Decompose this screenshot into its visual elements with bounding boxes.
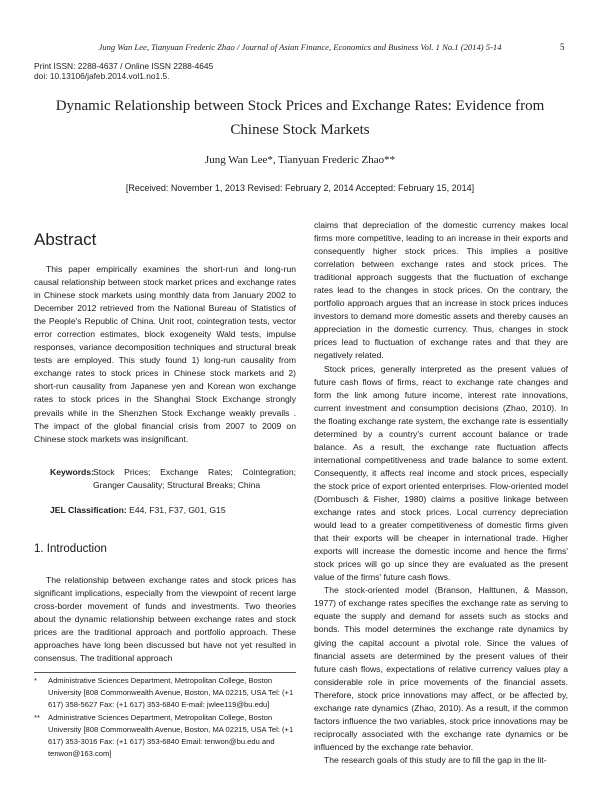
footnote-2: [34, 712, 296, 760]
introduction-text: The relationship between exchange rates and stock prices has significant implications, especially from the viewpoint of recent large cross-border movement of funds and investments. Two theories about the dynamic relationship between exchange rates and stock prices are the traditional approach and portfolio approach. These approaches have long been discussed but have not yet resulted in consensus. The traditional approach: [34, 575, 296, 664]
jel-label: JEL Classification:: [50, 505, 127, 515]
introduction-heading: 1. Introduction: [34, 543, 107, 555]
paper-title: Dynamic Relationship between Stock Prices and Exchange Rates: Evidence from Chinese Stock Markets: [55, 98, 545, 138]
right-column: [314, 219, 568, 767]
issn-block: [34, 61, 213, 81]
footnote-1-mark: *: [34, 676, 37, 685]
footnote-1: [34, 675, 296, 711]
keywords-text: Stock Prices; Exchange Rates; Cointegration; Granger Causality; Structural Breaks; China: [93, 467, 296, 490]
abstract-text: This paper empirically examines the short-run and long-run causal relationship between stock market prices and exchange rates in Chinese stock markets using monthly data from January 2002 to December 2012 retrieved from the National Bureau of Statistics of the People's Republic of China. Unit root, cointegration tests, vector error correction estimates, block exogeneity Wald tests, impulse responses, variance decomposition techniques and structural break tests are employed. This study found 1) long-run causality from exchange rates to stock prices in Chinese stock markets and 2) short-run causality from Japanese yen and Korean won exchange rates to stock prices in the Shanghai Stock Exchange strongly prevails while in the Shenzhen Stock Exchange weakly prevails . The impact of the global financial crisis from 2007 to 2009 on Chinese stock markets was insignificant.: [34, 264, 296, 444]
right-paragraph-3: The stock-oriented model (Branson, Halttunen, & Masson, 1977) of exchange rates specifies the exchange rate as serving to equate the supply and demand for assets such as stocks and bonds. This model determines the exchange rate dynamics by giving the capital account a pivotal role. Since the values of financial assets are determined by the present values of their future cash flows, expectations of relative currency values play a considerable role in price movements of the financial assets. Therefore, stock price innovations may affect, or be affected by, exchange rate dynamics (Zhao, 2010). As a result, if the common factors influence the two variables, stock price innovations may be reciprocally associated with the exchange rate dynamics or be influenced by the exchange rate behavior.: [314, 585, 568, 752]
right-paragraph-2: Stock prices, generally interpreted as the present values of future cash flows of firms, react to exchange rate changes and form the link among future income, interest rate innovations, current investment and consumption decisions (Zhao, 2010). In the floating exchange rate system, the exchange rate is essentially determined by a country's current account balance or trade balance. As a result, the exchange rate fluctuation affects international competitiveness and trade balance to some extent. Consequently, it affects real income and stock prices, especially the stock price of export oriented enterprises. Flow-oriented model (Dornbusch & Fisher, 1980) claims a positive linkage between exchange rates and stock prices. Local currency depreciation would lead to a greater competitiveness of domestic firms given that their exports will be cheaper in international trade. Higher exports will increase the domestic income and hence the firms' stock prices will go up since they are evaluated as the present value of the firms' future cash flows.: [314, 363, 568, 583]
keywords-label: Keywords:: [50, 467, 94, 477]
right-paragraph-1: claims that depreciation of the domestic currency makes local firms more competitive, leading to an increase in their exports and consequently higher stock prices. This implies a positive correlation between exchange rates and stock prices. The traditional approach suggests that the fluctuation of exchange rates lead to the changes in stock prices. On the contrary, the portfolio approach argues that an increase in stock prices induces investors to demand more domestic assets and thereby causes an appreciation in the domestic currency. Thus, changes in stock prices lead to fluctuation of exchange rates and that they are negatively related.: [314, 220, 568, 361]
footnote-2-mark: **: [34, 713, 40, 722]
footnote-2-text: Administrative Sciences Department, Metropolitan College, Boston University [808 Commonwealth Avenue, Boston, MA 02215, USA Tel: (+1 617) 353-3016 Fax: (+1 617) 353-6840 Email: tenwon@bu.edu and tenwon@163.com]: [48, 713, 294, 758]
received-dates: [Received: November 1, 2013 Revised: February 2, 2014 Accepted: February 15, 2014]: [125, 183, 475, 193]
right-paragraph-4: The research goals of this study are to fill the gap in the lit-: [324, 754, 547, 765]
footnote-1-text: Administrative Sciences Department, Metropolitan College, Boston University [808 Commonwealth Avenue, Boston, MA 02215, USA Tel: (+1 617) 358-5627 Fax: (+1 617) 353-6840 E-mail: jwlee119@bu.edu]: [48, 676, 294, 709]
jel-classification: [50, 505, 226, 515]
abstract-heading: Abstract: [34, 230, 97, 249]
keywords: [50, 466, 296, 492]
authors: Jung Wan Lee*, Tianyuan Frederic Zhao**: [204, 154, 396, 166]
footnote-rule: [34, 672, 296, 673]
jel-text: E44, F31, F37, G01, G15: [129, 505, 226, 515]
running-header: Jung Wan Lee, Tianyuan Frederic Zhao / Journal of Asian Finance, Economics and Business Vol. 1 No.1 (2014) 5-14: [98, 42, 502, 52]
page-number: 5: [560, 42, 565, 52]
issn-line: Print ISSN: 2288-4637 / Online ISSN 2288-4645: [34, 61, 214, 71]
doi-line[interactable]: doi: 10.13106/jafeb.2014.vol1.no1.5.: [34, 71, 170, 81]
